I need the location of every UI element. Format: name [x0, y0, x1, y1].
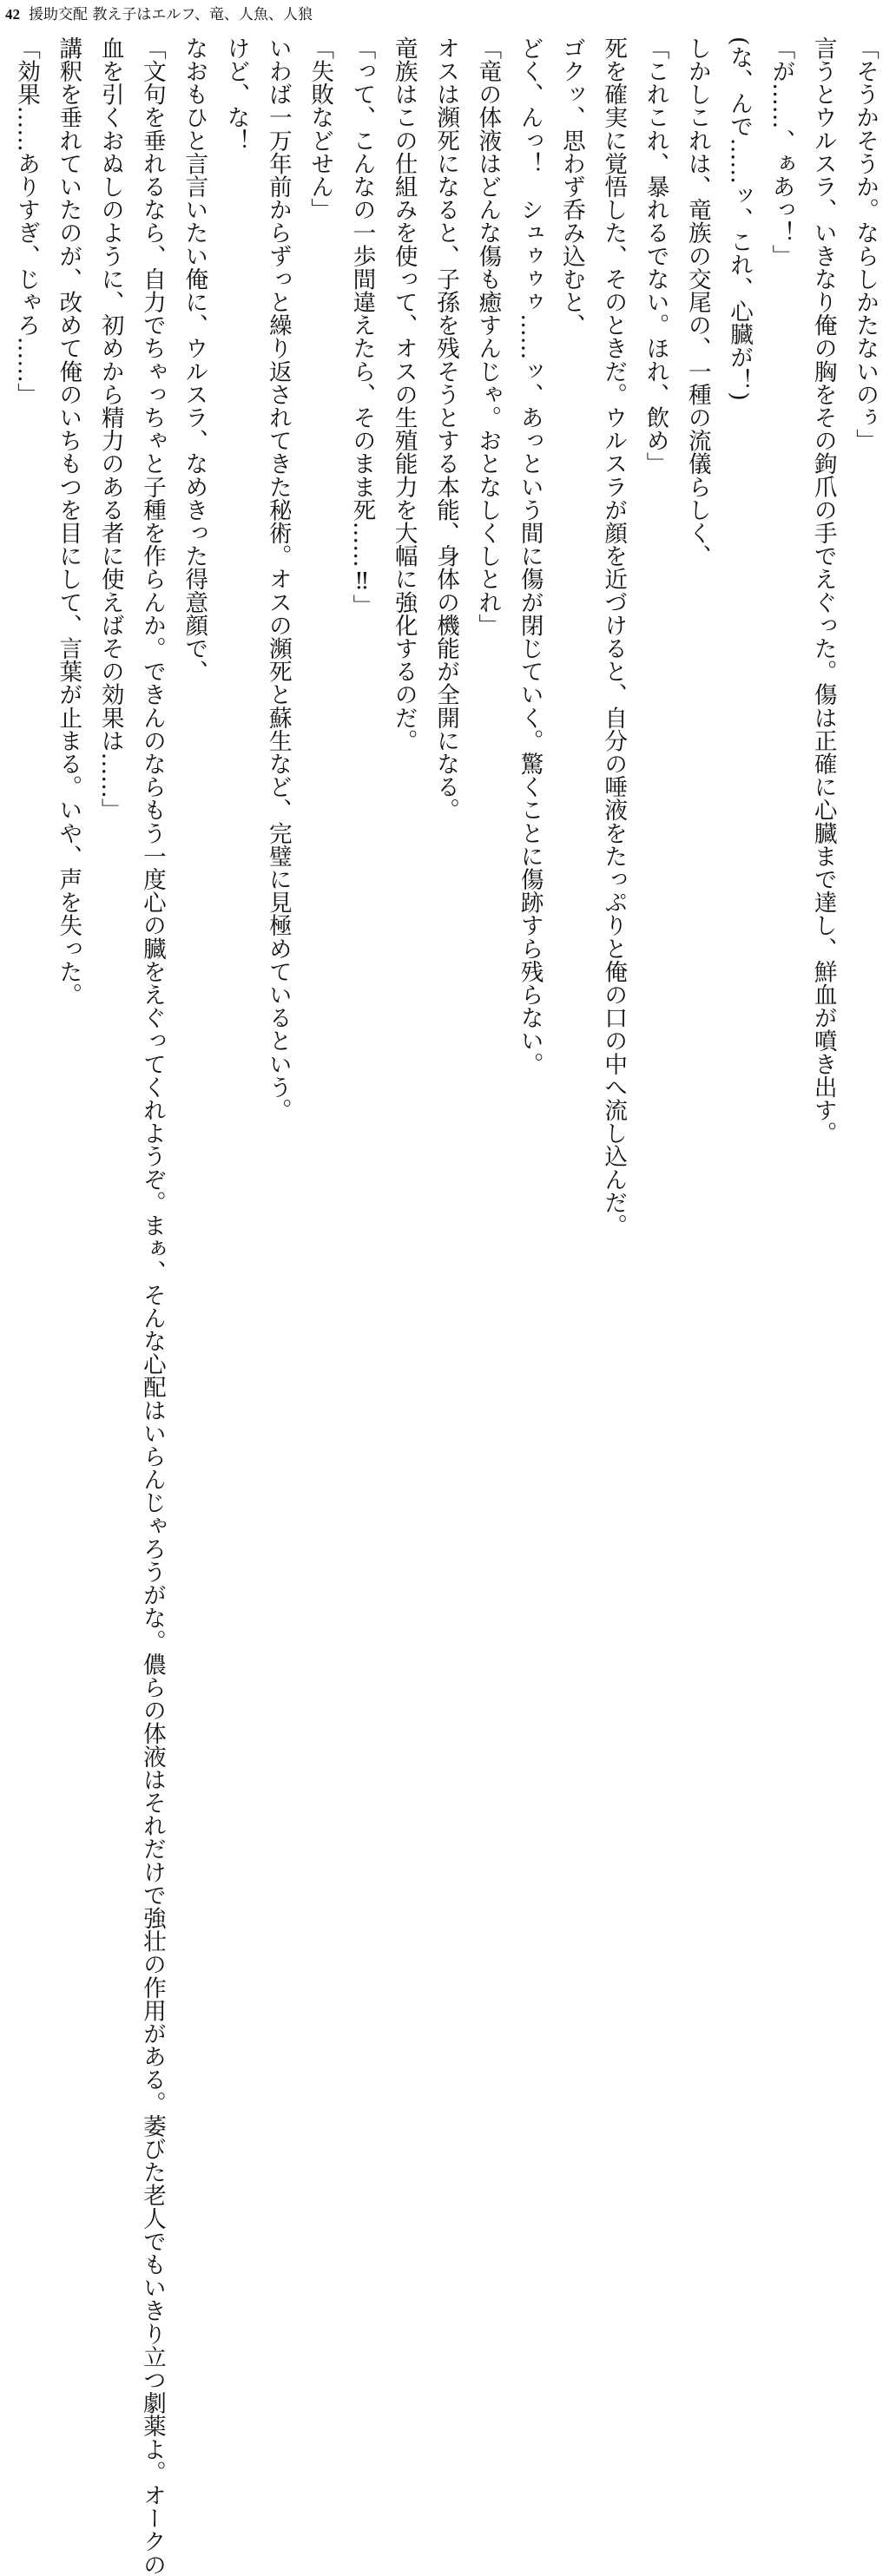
text-line: 「竜の体液はどんな傷も癒すんじゃ。おとなしくしとれ」	[474, 36, 502, 637]
text-line: 「文句を垂れるなら、自力でちゃっちゃと子種を作らんか。できんのならもう一度心の臓をえぐってくれようぞ。まぁ、そんな心配はいらんじゃろうがな。儂らの体液はそれだけで強壮の作用がある。萎びた老人でもいきり立つ劇薬よ。オークの	[138, 36, 166, 2576]
text-line: 「が……、ぁあっ！」	[768, 36, 795, 267]
text-line: どく、んっ！ シュゥゥゥ……ッ、あっという間に傷が閉じていく。驚くことに傷跡すら残らない。	[516, 36, 544, 1075]
page-header	[5, 5, 313, 28]
text-line: 血を引くおぬしのように、初めから精力のある者に使えばその効果は……」	[96, 36, 124, 822]
text-line: 「そうかそうか。ならしかたないのぅ」	[852, 36, 879, 452]
vertical-text-body	[13, 36, 886, 2576]
text-line: 死を確実に覚悟した、そのときだ。ウルスラが顔を近づけると、自分の唾液をたっぷりと俺の口の中へ流し込んだ。	[600, 36, 628, 1238]
text-line: 竜族はこの仕組みを使って、オスの生殖能力を大幅に強化するのだ。	[390, 36, 418, 752]
text-line: いわば一万年前からずっと繰り返されてきた秘術。オスの瀕死と蘇生など、完璧に見極めているという。	[264, 36, 292, 1122]
text-line: 「失敗などせん」	[306, 36, 334, 221]
text-line: 講釈を垂れていたのが、改めて俺のいちもつを目にして、言葉が止まる。いや、声を失った。	[55, 36, 82, 1007]
page-number: 42	[5, 6, 20, 23]
book-title: 援助交配 教え子はエルフ、竜、人魚、人狼	[29, 6, 313, 23]
text-line: 「効果……ありすぎ、じゃろ……」	[13, 36, 41, 406]
text-line: けど、な！	[222, 36, 250, 152]
text-line: 言うとウルスラ、いきなり俺の胸をその鉤爪の手でえぐった。傷は正確に心臓まで達し、鮮血が噴き出す。	[809, 36, 837, 1145]
text-line: (な、んで……ッ、これ、心臓が！)	[726, 36, 754, 401]
text-line: しかしこれは、竜族の交尾の、一種の流儀らしく、	[683, 36, 711, 568]
text-line: ゴクッ、思わず呑み込むと、	[557, 36, 585, 337]
text-line: 「これこれ、暴れるでない。ほれ、飲め」	[642, 36, 669, 476]
text-line: なおもひと言言いたい俺に、ウルスラ、なめきった得意顔で、	[181, 36, 208, 683]
text-line	[0, 36, 5, 1226]
text-line: オスは瀕死になると、子孫を残そうとする本能、身体の機能が全開になる。	[432, 36, 460, 822]
text-line: 「って、こんなの一歩間違えたら、そのまま死……‼」	[348, 36, 376, 618]
